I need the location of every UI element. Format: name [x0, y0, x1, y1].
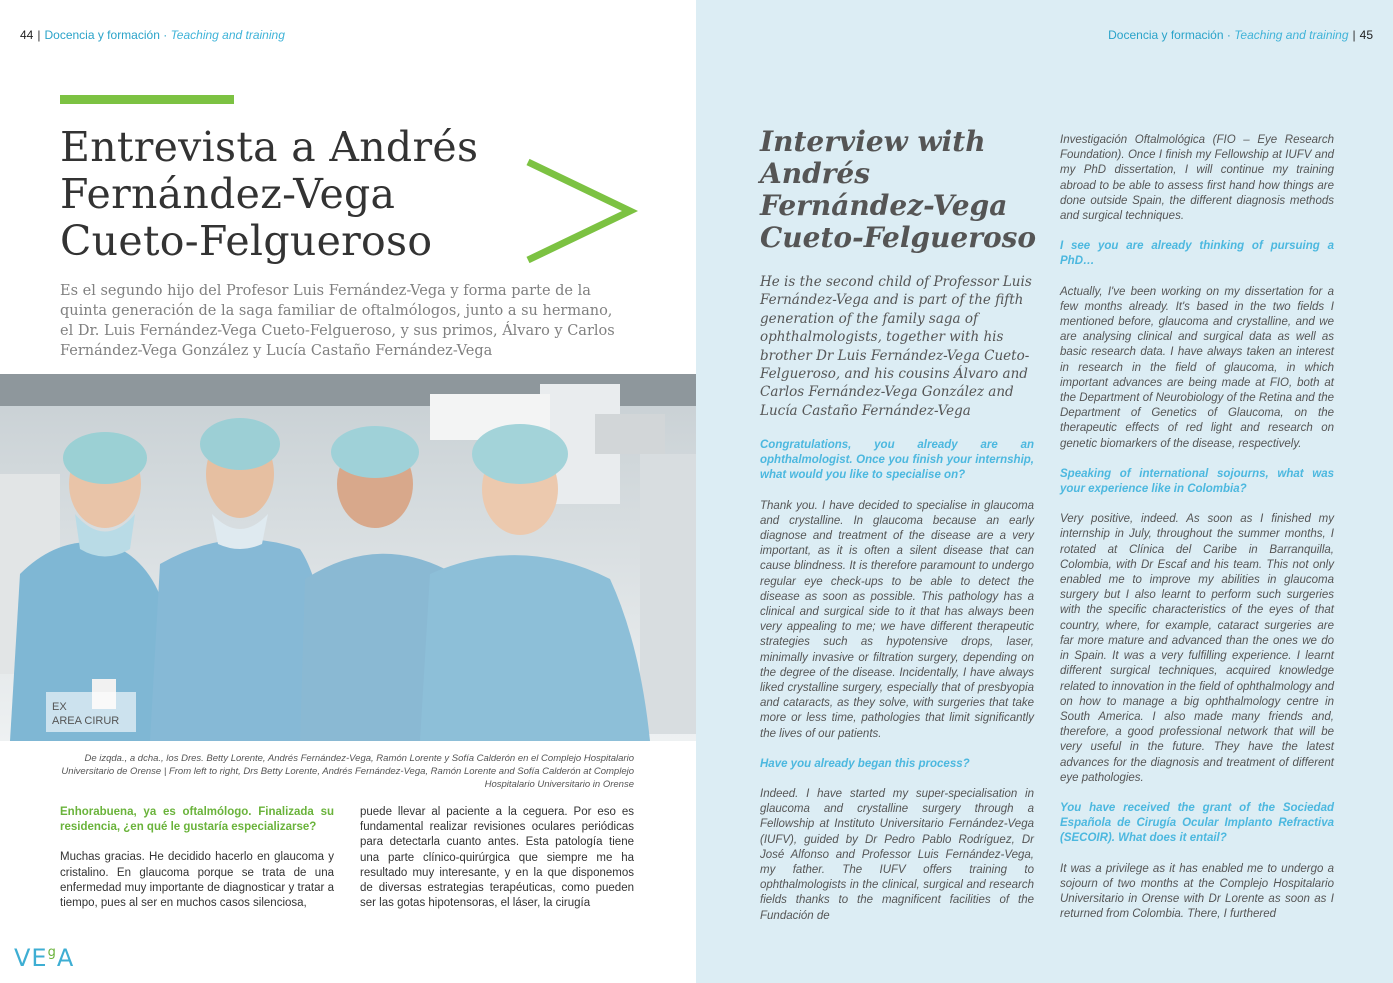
answer-en-2-continued: Investigación Oftalmológica (FIO – Eye Research Foundation). Once I finish my Fellowship at IUFV and my PhD dissertation, I will continue my training abroad to be able to assess first hand how things are done outside Spain, the different diagnosis methods and surgical techniques. — [1060, 134, 1334, 223]
answer-en-1: Thank you. I have decided to specialise in glaucoma and crystalline. In glaucoma because an early diagnose and treatment of the disease are a very important, as it is often a silent disease that can cause blindness. It is therefore paramount to undergo regular eye check-ups to be able to detect the disease as soon as possible. This pathology has a clinical and surgical side to it that has always been very appealing to me; we have different therapeutic strategies such as hypotensive drops, laser, minimally invasive or filtration surgery, depending on the degree of the disease. Incidentally, I have always liked crystalline surgery, especially that of presbyopia and cataracts, as they solve, with surgeries that take more or less time, pathologies that limit significantly the lives of our patients. — [760, 499, 1034, 740]
answer-es-1-part2: puede llevar al paciente a la ceguera. Por eso es fundamental realizar revisiones oculares periódicas para detectarla cuanto antes. Esta patología tiene una parte clínico-quirúrgica que siempre me ha resultado muy interesante, y en la que disponemos de diversas estrategias terapéuticas, como pueden ser las gotas hipotensoras, el láser, la cirugía — [360, 806, 634, 910]
question-en-4: Speaking of international sojourns, what was your experience like in Colombia? — [1060, 467, 1334, 496]
accent-bar — [60, 95, 234, 104]
photo-caption: De izqda., a dcha., los Dres. Betty Lorente, Andrés Fernández-Vega, Ramón Lorente y Sofía Calderón en el Complejo Hospitalario Universitario de Orense | From left to right, Drs Betty Lorente, Andrés Fernández-Vega, Ramón Lorente and Sofía Calderón at Complejo Hospitalario Universitario in Orense — [61, 753, 634, 790]
article-title-es: Entrevista a Andrés Fernández-Vega Cueto-Felgueroso — [60, 123, 479, 265]
page-number-left: 44 — [20, 28, 34, 42]
answer-en-4: Very positive, indeed. As soon as I finished my internship in July, throughout the summer months, I rotated at Clínica del Caribe in Barranquilla, Colombia, with Dr Escaf and his team. This not only enabled me to improve my abilities in glaucoma surgery but I also learnt to perform such surgeries with the specific characteristics of the eyes of that country, where, for example, cataract surgeries are far more mature and advanced than the ones we do in Spain. It was a very fulfilling experience. I learnt different surgical techniques, acquired knowledge related to innovation in the field of ophthalmology and on how to manage a big ophthalmology centre in South America. I also made many friends and, therefore, a good professional network that will be very useful in the future. They have the latest advances for the diagnosis and treatment of different eye pathologies. — [1060, 513, 1334, 784]
photo-sign-line2: AREA CIRUR — [52, 715, 120, 727]
section-title-en-right: Teaching and training — [1234, 28, 1349, 42]
question-es-1: Enhorabuena, ya es oftalmólogo. Finalizada su residencia, ¿en qué le gustaría especializarse? — [60, 806, 334, 834]
lead-paragraph-en: He is the second child of Professor Luis Fernández-Vega and is part of the fifth generation of the family saga of ophthalmologists, together with his brother Dr Luis Fernández-Vega Cueto-Felgueroso, and his cousins Álvaro and Carlos Fernández-Vega González and Lucía Castaño Fernández-Vega — [760, 274, 1032, 419]
section-title-en: Teaching and training — [170, 28, 285, 42]
chevron-arrow-icon — [524, 158, 638, 264]
question-en-5: You have received the grant of the Sociedad Española de Cirugía Ocular Implanto Refractiva (SECOIR). What does it entail? — [1060, 801, 1334, 845]
spanish-column-1 — [60, 805, 334, 926]
article-title-en: Interview with Andrés Fernández-Vega Cueto-Felgueroso — [760, 125, 1037, 254]
section-title-es-right: Docencia y formación — [1108, 28, 1224, 42]
header-separator-dot-right: · — [1226, 28, 1231, 42]
group-photo — [0, 374, 696, 741]
photo-sign-line1: EX — [52, 701, 67, 713]
page-header-left: 44 | Docencia y formación · Teaching and training — [20, 28, 285, 42]
english-column-1 — [760, 438, 1034, 939]
english-column-2 — [1060, 133, 1334, 937]
page-header-right: Docencia y formación · Teaching and training | 45 — [1108, 28, 1373, 42]
question-en-2: Have you already began this process? — [760, 757, 970, 770]
lead-paragraph-es: Es el segundo hijo del Profesor Luis Fernández-Vega y forma parte de la quinta generación de la saga familiar de oftalmólogos, junto a su hermano, el Dr. Luis Fernández-Vega Cueto-Felgueroso, y sus primos, Álvaro y Carlos Fernández-Vega González y Lucía Castaño Fernández-Vega — [60, 283, 615, 359]
surgeons-photo-illustration — [0, 374, 696, 741]
vega-logo: $VE^gA$ — [14, 944, 75, 972]
header-separator-dot: · — [163, 28, 168, 42]
question-en-3: I see you are already thinking of pursuing a PhD… — [1060, 240, 1334, 268]
spanish-column-2 — [360, 805, 634, 926]
answer-en-2: Indeed. I have started my super-specialisation in glaucoma and crystalline surgery through a Fellowship at Instituto Universitario Fernández-Vega (IUFV), guided by Dr Pedro Pablo Rodríguez, Dr José Alfonso and Professor Luis Fernández-Vega, my father. The IUFV offers training to ophthalmologists in the clinical, surgical and research fields thanks to the magnificent facilities of the Fundación de — [760, 788, 1034, 922]
answer-es-1-part1: Muchas gracias. He decidido hacerlo en glaucoma y cristalino. En glaucoma porque se trata de una enfermedad muy importante de diagnosticar y tratar a tiempo, pues al ser en muchos casos silenciosa, — [60, 851, 334, 910]
answer-en-3: Actually, I've been working on my dissertation for a few months already. It's based in the two fields I mentioned before, glaucoma and crystalline, and we are analysing clinical and surgical data as well as basic research data. I have always taken an interest in research in the field of glaucoma, in which important advances are being made at FIO, both at the Department of Neurobiology of the Retina and the Department of Genetics of Glaucoma, on the therapeutic effects of red light and research on genetic biomarkers of the disease, respectively. — [1060, 285, 1334, 450]
section-title-es: Docencia y formación — [44, 28, 160, 42]
page-number-right: 45 — [1359, 28, 1373, 42]
answer-en-5: It was a privilege as it has enabled me to undergo a sojourn of two months at the Complejo Hospitalario Universitario in Orense with Dr Lorente as soon as I returned from Colombia. There, I furthered — [1060, 862, 1334, 921]
left-page — [0, 0, 696, 983]
question-en-1: Congratulations, you already are an ophthalmologist. Once you finish your internship, what would you like to specialise on? — [760, 439, 1034, 482]
